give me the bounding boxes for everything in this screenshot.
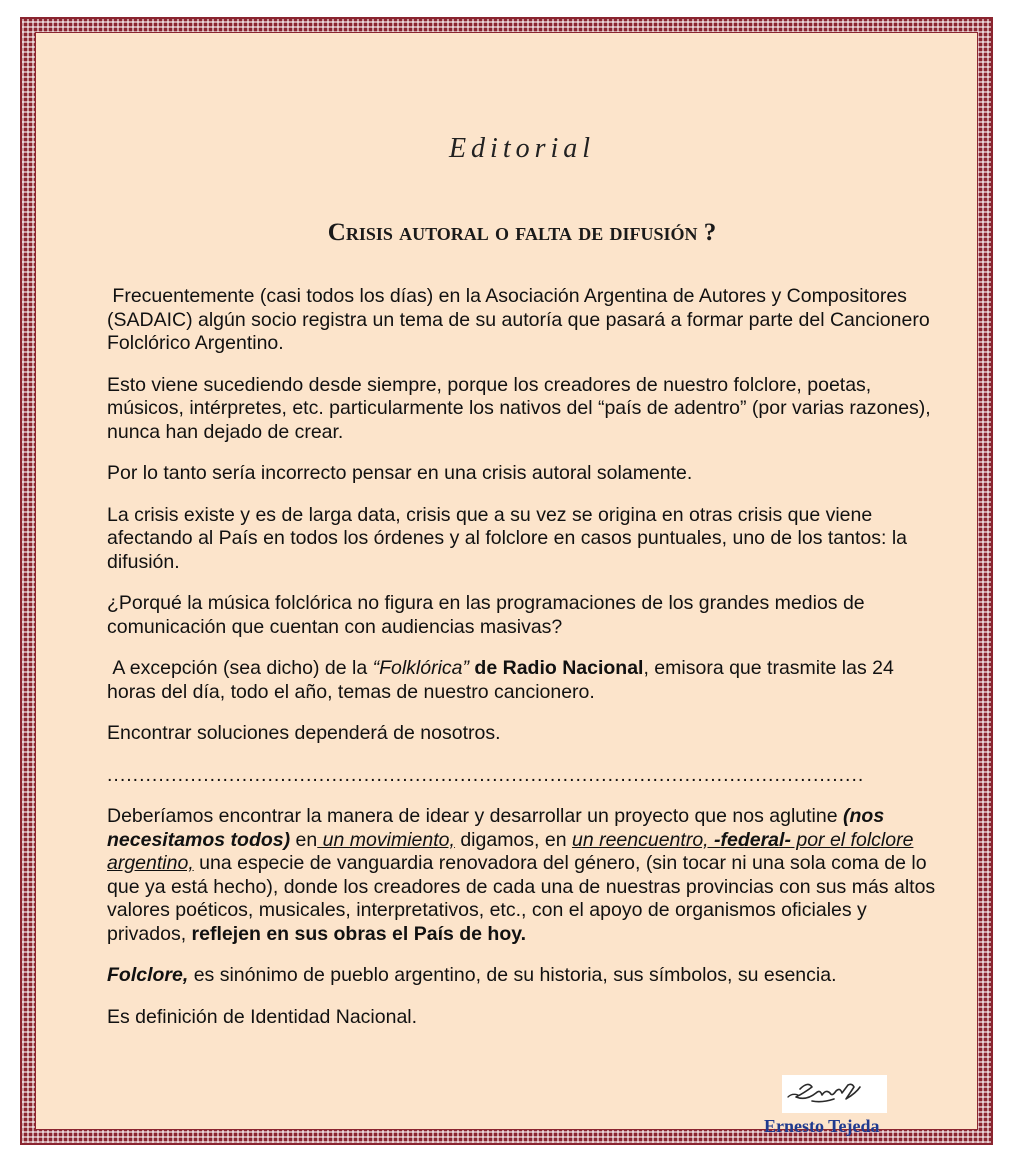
paragraph-1: Frecuentemente (casi todos los días) en la Asociación Argentina de Autores y Compositores (SADAIC) algún socio registra un tema de su autoría que pasará a formar parte del Cancionero Folclórico Argentino.: [107, 285, 930, 354]
emphasis-federal: -federal-: [714, 828, 791, 851]
handwritten-signature: [782, 1075, 887, 1113]
emphasis-folclore: Folclore,: [107, 964, 189, 986]
author-name: Ernesto Tejeda: [764, 1116, 880, 1136]
section-title: Editorial: [448, 133, 596, 164]
paragraph-6: A excepción (sea dicho) de la “Folklórica” de Radio Nacional, emisora que trasmite las 24 horas del día, todo el año, temas de nuestro cancionero.: [107, 657, 894, 703]
emphasis-movimiento: un movimiento,: [317, 828, 455, 851]
paragraph-10: Es definición de Identidad Nacional.: [107, 1005, 418, 1028]
signature-image: [782, 1075, 887, 1113]
paragraph-7: Encontrar soluciones dependerá de nosotros.: [107, 722, 501, 744]
paragraph-9: Folclore, es sinónimo de pueblo argentino, de su historia, sus símbolos, su esencia.: [107, 964, 837, 986]
emphasis-folclore-argentino: por el folclore argentino,: [107, 828, 914, 874]
paragraph-2: Esto viene sucediendo desde siempre, porque los creadores de nuestro folclore, poetas, músicos, intérpretes, etc. particularmente los nativos del “país de adentro” (por varias razones), nunca han dejado de crear.: [107, 373, 931, 443]
folklorica-italic: “Folklórica”: [372, 657, 470, 679]
article-body: [107, 285, 937, 1047]
emphasis-pais-de-hoy: reflejen en sus obras el País de hoy.: [191, 922, 527, 945]
paragraph-3: Por lo tanto sería incorrecto pensar en una crisis autoral solamente.: [107, 462, 693, 484]
paragraph-8: Deberíamos encontrar la manera de idear y desarrollar un proyecto que nos aglutine (nos necesitamos todos) en un movimiento, digamos, en un reencuentro, -federal- por el folclore argentino, una especie de vanguardia renovadora del género, (sin tocar ni una sola coma de lo que ya está hecho), donde los creadores de cada una de nuestras provincias con sus más altos valores poéticos, musicales, interpretativos, etc., con el apoyo de organismos oficiales y privados, reflejen en sus obras el País de hoy.: [107, 805, 936, 945]
headline: Crisis autoral o falta de difusión ?: [327, 219, 717, 246]
page-panel: [35, 32, 978, 1136]
decorative-border: [20, 17, 993, 1145]
paragraph-5: ¿Porqué la música folclórica no figura en las programaciones de los grandes medios de comunicación que cuentan con audiencias masivas?: [107, 592, 865, 638]
radio-nacional-bold: de Radio Nacional: [469, 657, 644, 679]
emphasis-reencuentro: un reencuentro,: [571, 828, 714, 851]
paragraph-4: La crisis existe y es de larga data, crisis que a su vez se origina en otras crisis que viene afectando al País en todos los órdenes y al folclore en casos puntuales, uno de los tantos: la difusión.: [107, 503, 908, 573]
emphasis-todos: (nos necesitamos todos): [107, 805, 885, 851]
dotted-separator: ......................................................................................................................: [107, 763, 865, 786]
